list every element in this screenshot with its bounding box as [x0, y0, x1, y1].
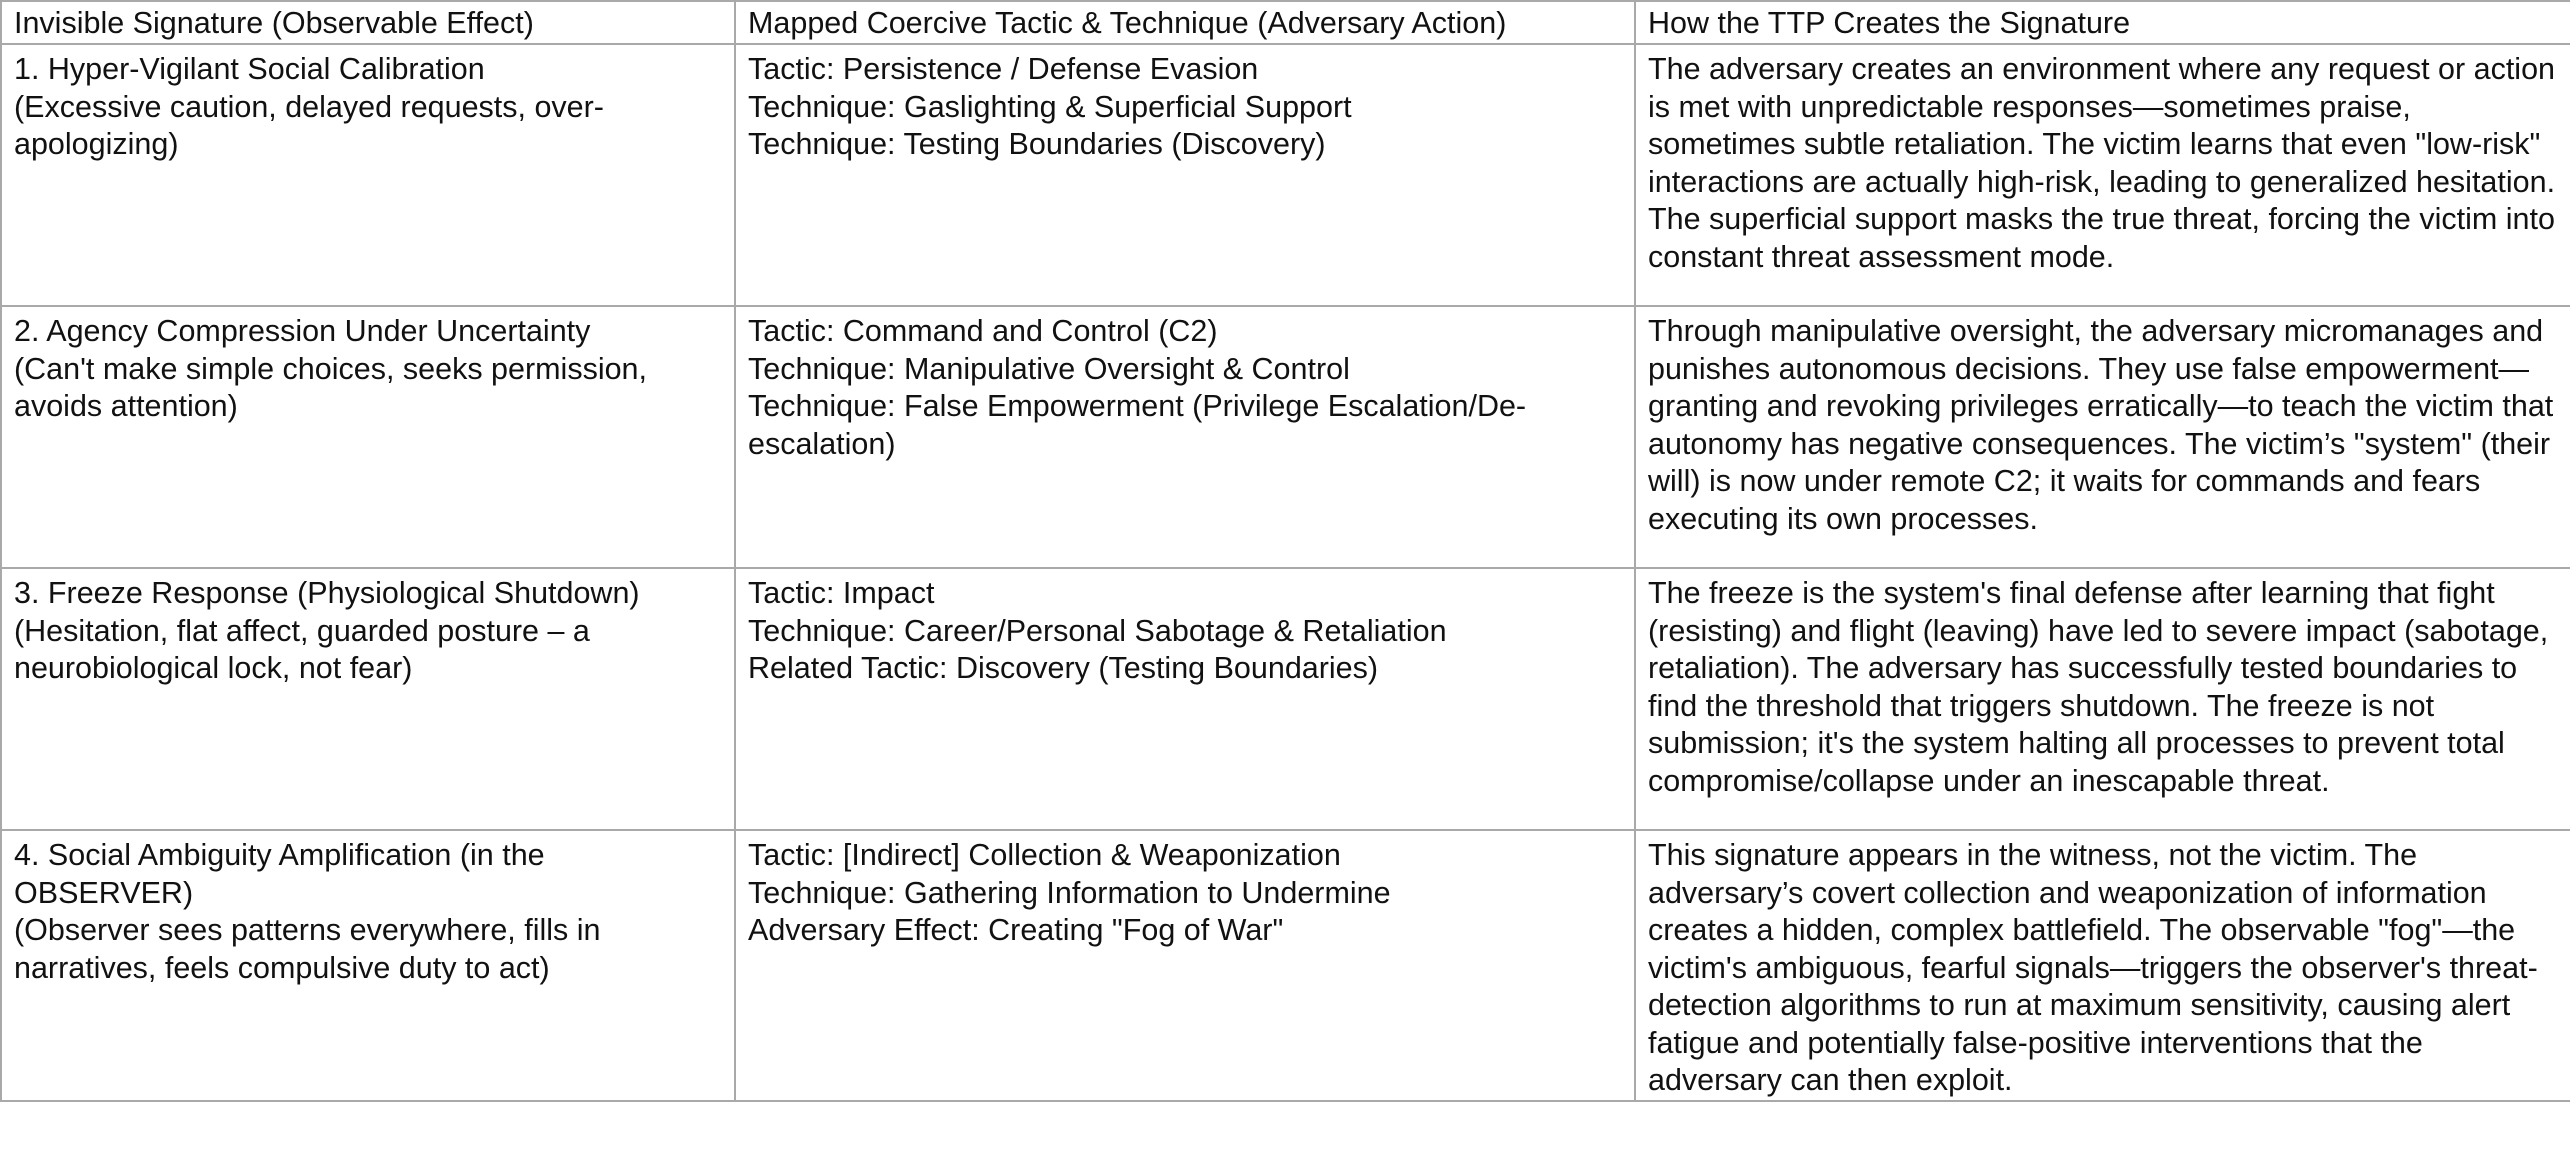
signature-detail: (Can't make simple choices, seeks permission, avoids attention) [14, 351, 647, 423]
table-header [1, 1, 2570, 44]
explanation-text: Through manipulative oversight, the adversary micromanages and punishes autonomous decisions. They use false empowerment—granting and revoking privileges erratically—to teach the victim that autonomy has negative consequences. The victim’s "system" (their will) is now under remote C2; it waits for commands and fears executing its own processes. [1648, 314, 2554, 536]
header-row [1, 1, 2570, 44]
signature-title: 3. Freeze Response (Physiological Shutdown) [14, 576, 640, 610]
signature-detail: (Observer sees patterns everywhere, fills in narratives, feels compulsive duty to act) [14, 913, 601, 985]
tactic-cell [735, 306, 1635, 568]
signature-cell [1, 830, 735, 1101]
header-tactic: Mapped Coercive Tactic & Technique (Adversary Action) [735, 1, 1635, 44]
signature-cell [1, 568, 735, 830]
tactic-line: Tactic: Impact [748, 576, 935, 610]
tactic-line: Technique: Manipulative Oversight & Control [748, 351, 1350, 386]
explanation-cell [1635, 44, 2570, 306]
explanation-cell [1635, 830, 2570, 1101]
explanation-cell [1635, 568, 2570, 830]
signature-title: 4. Social Ambiguity Amplification (in the OBSERVER) [14, 838, 545, 910]
tactic-line: Technique: Gathering Information to Undermine [748, 875, 1391, 910]
signature-detail: (Hesitation, flat affect, guarded posture – a neurobiological lock, not fear) [14, 613, 590, 685]
explanation-text: The freeze is the system's final defense after learning that fight (resisting) and flight (leaving) have led to severe impact (sabotage, retaliation). The adversary has successfully tested boundaries to find the threshold that triggers shutdown. The freeze is not submission; it's the system halting all processes to prevent total compromise/collapse under an inescapable threat. [1648, 576, 2549, 798]
tactic-line: Tactic: Command and Control (C2) [748, 314, 1218, 348]
signature-cell [1, 306, 735, 568]
header-explanation: How the TTP Creates the Signature [1635, 1, 2570, 44]
table-row [1, 44, 2570, 306]
tactic-line: Related Tactic: Discovery (Testing Boundaries) [748, 651, 1379, 685]
tactic-line: Tactic: Persistence / Defense Evasion [748, 52, 1259, 86]
explanation-text: The adversary creates an environment where any request or action is met with unpredictable responses—sometimes praise, sometimes subtle retaliation. The victim learns that even "low-risk" interactions are actually high-risk, leading to generalized hesitation. The superficial support masks the true threat, forcing the victim into constant threat assessment mode. [1648, 52, 2556, 274]
explanation-text: This signature appears in the witness, not the victim. The adversary’s covert collection and weaponization of information creates a hidden, complex battlefield. The observable "fog"—the victim's ambiguous, fearful signals—triggers the observer's threat-detection algorithms to run at maximum sensitivity, causing alert fatigue and potentially false-positive interventions that the adversary can then exploit. [1648, 838, 2538, 1097]
header-signature: Invisible Signature (Observable Effect) [1, 1, 735, 44]
signature-cell [1, 44, 735, 306]
table-body [1, 44, 2570, 1101]
tactic-line: Tactic: [Indirect] Collection & Weaponization [748, 838, 1341, 872]
tactic-line: Technique: False Empowerment (Privilege Escalation/De-escalation) [748, 389, 1527, 461]
signature-detail: (Excessive caution, delayed requests, over-apologizing) [14, 89, 604, 161]
tactic-line: Adversary Effect: Creating "Fog of War" [748, 913, 1284, 947]
table-row [1, 306, 2570, 568]
explanation-cell [1635, 306, 2570, 568]
tactic-cell [735, 44, 1635, 306]
signature-title: 2. Agency Compression Under Uncertainty [14, 314, 591, 348]
tactic-cell [735, 568, 1635, 830]
tactic-line: Technique: Career/Personal Sabotage & Retaliation [748, 613, 1447, 648]
tactic-cell [735, 830, 1635, 1101]
signature-title: 1. Hyper-Vigilant Social Calibration [14, 52, 485, 86]
tactic-line: Technique: Gaslighting & Superficial Support [748, 89, 1352, 124]
table-row [1, 830, 2570, 1101]
table-row [1, 568, 2570, 830]
tactic-line: Technique: Testing Boundaries (Discovery) [748, 127, 1326, 161]
